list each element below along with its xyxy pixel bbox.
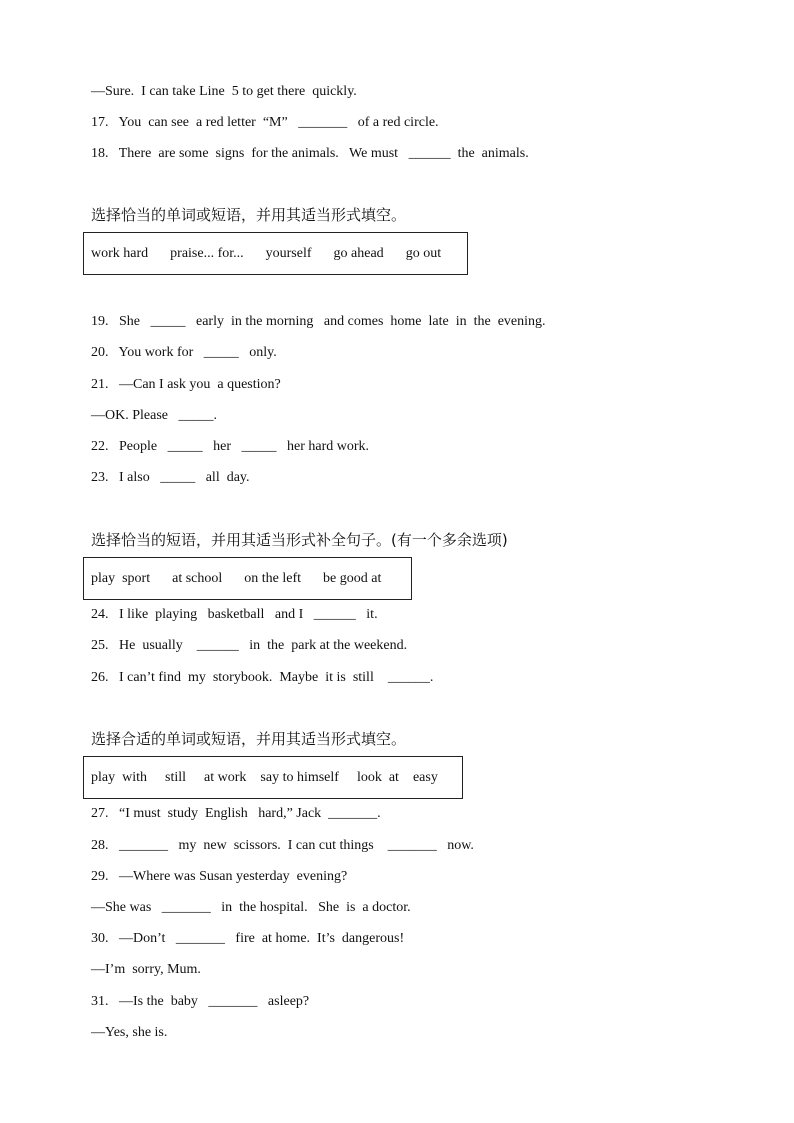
- dialogue-line: —I’m sorry, Mum.: [91, 962, 201, 977]
- question-25: 25. He usually ______ in the park at the weekend.: [91, 638, 408, 653]
- word-option: look at: [356, 769, 399, 785]
- phrase-option: at school: [172, 570, 223, 586]
- question-24: 24. I like playing basketball and I ______ it.: [91, 607, 378, 622]
- word-option: praise... for...: [170, 245, 244, 261]
- word-option: yourself: [265, 245, 312, 261]
- word-option: go ahead: [333, 245, 384, 261]
- section-1-heading: 选择恰当的单词或短语，并用其适当形式填空。: [91, 206, 407, 224]
- section-1-word-box: [83, 232, 468, 275]
- word-option: work hard: [91, 245, 149, 261]
- section-2-heading: 选择恰当的短语，并用其适当形式补全句子。(有一个多余选项): [91, 531, 508, 549]
- question-28: 28. _______ my new scissors. I can cut things _______ now.: [91, 838, 474, 853]
- question-19: 19. She _____ early in the morning and comes home late in the evening.: [91, 314, 546, 329]
- question-22: 22. People _____ her _____ her hard work.: [91, 439, 370, 454]
- question-23: 23. I also _____ all day.: [91, 470, 250, 485]
- phrase-option: be good at: [323, 570, 382, 586]
- question-18: 18. There are some signs for the animals. We must ______ the animals.: [91, 146, 529, 161]
- word-option: say to himself: [260, 769, 339, 785]
- word-option: play with: [91, 769, 147, 785]
- word-option: easy: [412, 769, 438, 785]
- question-30: 30. —Don’t _______ fire at home. It’s dangerous!: [91, 931, 405, 946]
- dialogue-line: —Sure. I can take Line 5 to get there quickly.: [91, 84, 357, 99]
- question-21: 21. —Can I ask you a question?: [91, 377, 281, 392]
- section-3-heading: 选择合适的单词或短语，并用其适当形式填空。: [91, 730, 407, 748]
- question-31: 31. —Is the baby _______ asleep?: [91, 994, 310, 1009]
- word-option: go out: [405, 245, 442, 261]
- dialogue-line: —Yes, she is.: [91, 1025, 168, 1040]
- phrase-option: play sport: [91, 570, 151, 586]
- word-option: still: [165, 769, 187, 785]
- question-17: 17. You can see a red letter “M” _______ of a red circle.: [91, 115, 439, 130]
- section-3-word-box: [83, 756, 463, 799]
- question-26: 26. I can’t find my storybook. Maybe it is still ______.: [91, 670, 434, 685]
- dialogue-line: —OK. Please _____.: [91, 408, 217, 423]
- word-option: at work: [204, 769, 247, 785]
- section-2-word-box: [83, 557, 412, 600]
- phrase-option: on the left: [244, 570, 302, 586]
- question-20: 20. You work for _____ only.: [91, 345, 277, 360]
- question-29: 29. —Where was Susan yesterday evening?: [91, 869, 348, 884]
- dialogue-line: —She was _______ in the hospital. She is a doctor.: [91, 900, 411, 915]
- question-27: 27. “I must study English hard,” Jack _______.: [91, 806, 381, 821]
